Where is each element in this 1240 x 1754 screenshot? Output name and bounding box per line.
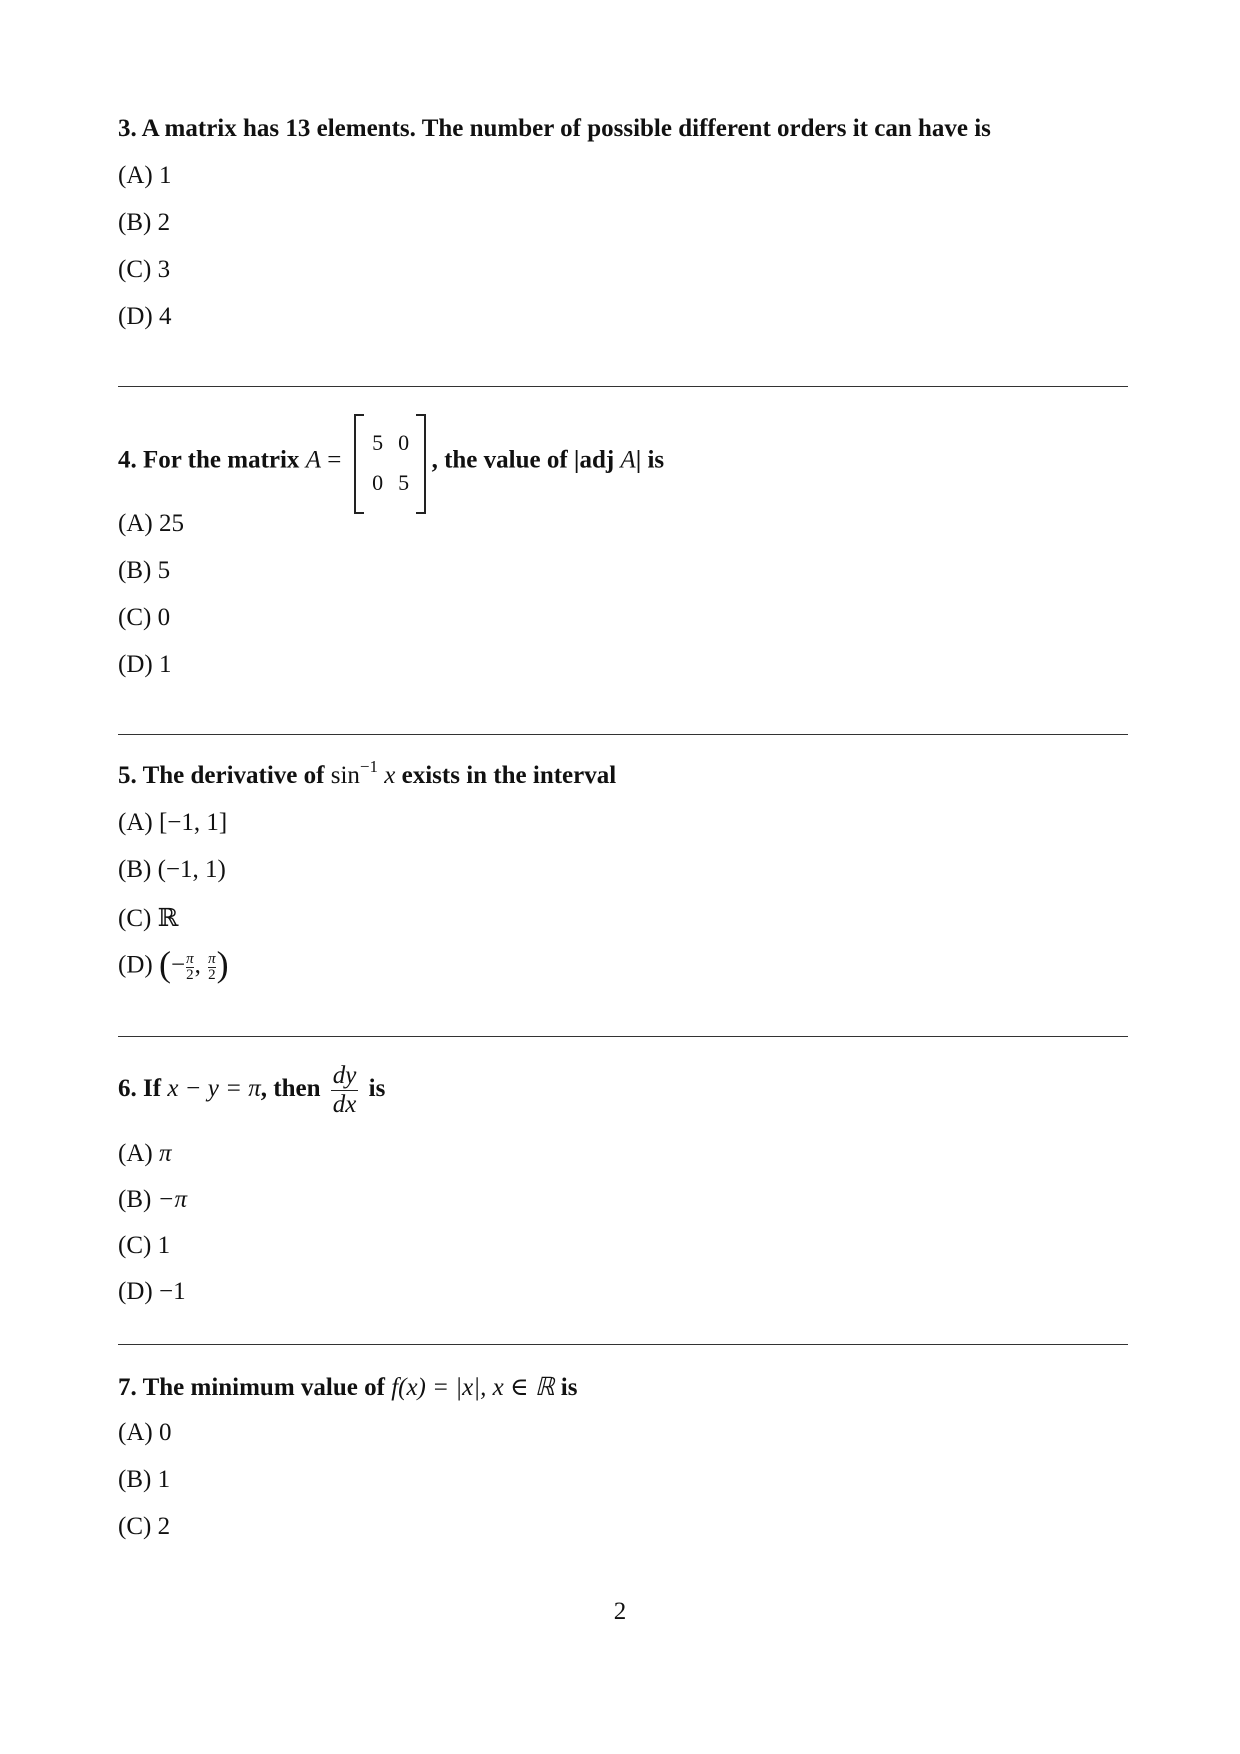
question-4-option-a: (A) 25 [118, 510, 184, 537]
question-number: 4. [118, 446, 137, 474]
question-6-option-b: (B) −π [118, 1186, 187, 1213]
question-4-option-c: (C) 0 [118, 604, 171, 631]
question-text: A matrix has 13 elements. The number of possible different orders it can have is [141, 115, 991, 142]
question-4-option-b: (B) 5 [118, 557, 171, 584]
question-3-option-a: (A) 1 [118, 162, 172, 189]
question-7: 7. The minimum value of f(x) = |x|, x ∈ ℝ is [118, 1374, 578, 1401]
question-6: 6. If x − y = π, then $\frac{dy}{dx}$ is [118, 1062, 386, 1118]
matrix-a [354, 414, 426, 510]
matrix-cell: 5 [398, 470, 410, 495]
question-6-option-c: (C) 1 [118, 1232, 171, 1259]
question-3-option-c: (C) 3 [118, 256, 171, 283]
matrix-cell: 0 [398, 430, 410, 455]
matrix-cell: 5 [372, 430, 384, 455]
matrix-cell: 0 [372, 470, 384, 495]
question-4: 4. For the matrix A = 5 0 0 5 , the value of |adj A| is [118, 414, 1128, 510]
question-5: 5. The derivative of $\sin^{-1} x$ exists in the interval [118, 757, 617, 789]
question-number: 3. [118, 115, 137, 142]
question-3-option-b: (B) 2 [118, 209, 171, 236]
question-5-option-c: (C) ℝ [118, 905, 179, 932]
divider [118, 734, 1128, 735]
question-5-option-a: (A) [−1, 1] [118, 809, 228, 836]
question-7-option-c: (C) 2 [118, 1513, 171, 1540]
question-4-option-d: (D) 1 [118, 651, 172, 678]
question-3-option-d: (D) 4 [118, 303, 172, 330]
question-number: 7. [118, 1374, 137, 1401]
divider [118, 1344, 1128, 1345]
question-7-option-a: (A) 0 [118, 1419, 172, 1446]
question-number: 5. [118, 762, 137, 789]
question-3 [118, 115, 1128, 143]
question-6-option-a: (A) π [118, 1140, 172, 1167]
divider [118, 1036, 1128, 1037]
divider [118, 386, 1128, 387]
question-number: 6. [118, 1075, 137, 1103]
page-number: 2 [613, 1598, 627, 1625]
question-5-option-d: (D) (− $\frac{\pi}{2}$, $\frac{\pi}{2}$) [118, 944, 229, 984]
question-6-option-d: (D) −1 [118, 1278, 186, 1305]
question-7-option-b: (B) 1 [118, 1466, 171, 1493]
question-5-option-b: (B) (−1, 1) [118, 856, 226, 883]
